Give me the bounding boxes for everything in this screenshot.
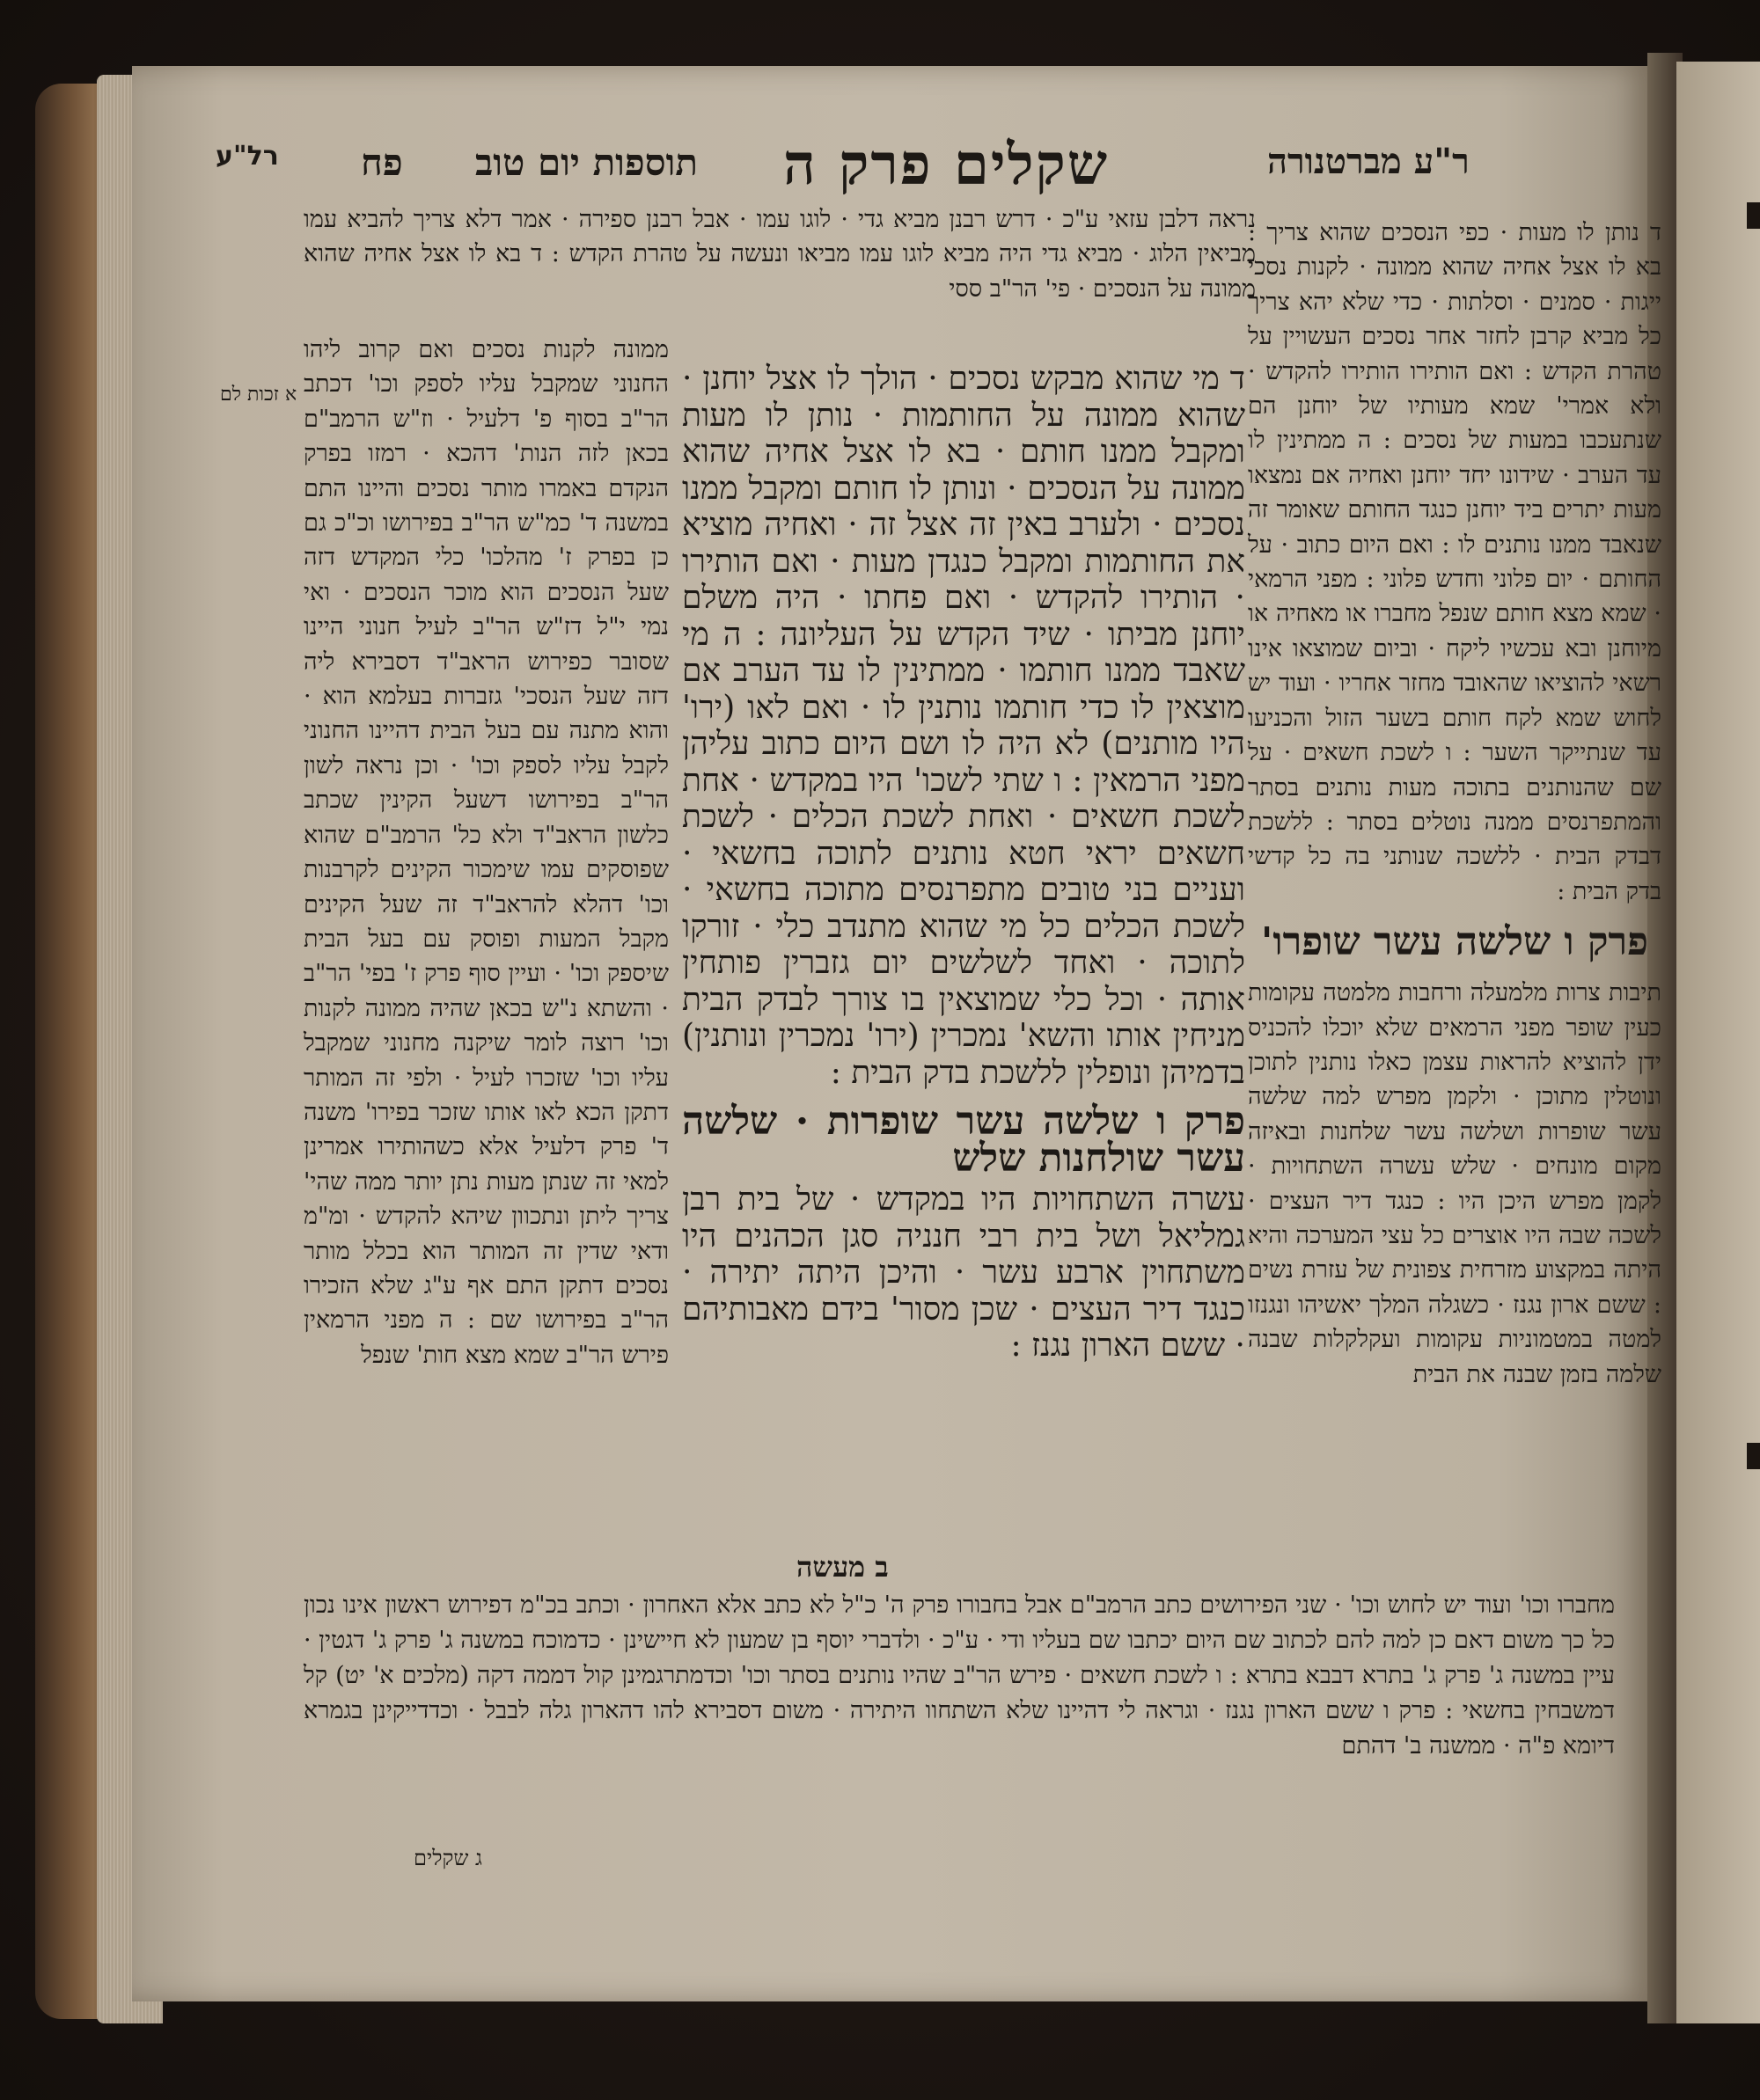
chapter-vi-heading-commentary: פרק ו שלשה עשר שופרו' bbox=[1260, 919, 1649, 965]
facing-page-edge bbox=[1676, 62, 1760, 2023]
facing-page-glyph bbox=[1747, 1443, 1760, 1469]
tosafot-commentary bbox=[304, 333, 669, 1560]
tosafot-header: תוספות יום טוב bbox=[475, 141, 699, 184]
tosafot-commentary-top bbox=[304, 202, 1256, 336]
mishnah-text-2: עשרה השתחויות היו במקדש · של בית רבן גמליאל ושל בית רבי חנניה סגן הכהנים היו משתחוין ארבע עשר · והיכן היתה יתירה · כנגד דיר העצים · שכן מסור' בידם מאבותיהם · ששם הארון נגנז : bbox=[682, 1182, 1245, 1364]
bartenura-text-2: תיבות צרות מלמעלה ורחבות מלמטה עקומות כעין שופר מפני הרמאים שלא יוכלו להכניס ידן להוציא להראות עצמן כאלו נותנין לתוכן ונוטלין מתוכן · ולקמן מפרש למה שלשה עשר שופרות ושלשה עשר שלחנות ובאיזה מקום מונחים · שלש עשרה השתחויות · לקמן מפרש היכן היו : כנגד דיר העצים · לשכה שבה היו אוצרים כל עצי המערכה והיא היתה במקצוע מזרחית צפונית של עזרת נשים : ששם ארון נגנז · כשגלה המלך יאשיהו ונגנזו למטה במטמוניות עקומות ועקלקלות שבנה שלמה בזמן שבנה את הבית bbox=[1248, 979, 1661, 1388]
facing-page-glyph bbox=[1747, 202, 1760, 229]
mishnah-text: ד מי שהוא מבקש נסכים · הולך לו אצל יוחנן · שהוא ממונה על החותמות · נותן לו מעות ומקבל ממנו חותם · בא לו אצל אחיה שהוא ממונה על הנסכים · ונותן לו חותם ומקבל ממנו נסכים · ולערב באין זה אצל זה · ואחיה מוציא את החותמות ומקבל כנגדן מעות · ואם הותירו · הותירו להקדש · ואם פחתו · היה משלם יוחנן מביתו · שיד הקדש על העליונה : ה מי שאבד ממנו חותמו · ממתינין לו עד הערב אם מוצאין לו כדי חותמו נותנין לו · ואם לאו (ירו' היו מותנים) לא היה לו ושם היום כתוב עליהן מפני הרמאין : ו שתי לשכו' היו במקדש · אחת לשכת חשאים · ואחת לשכת הכלים · לשכת חשאים יראי חטא נותנים לתוכה בחשאי · ועניים בני טובים מתפרנסים מתוכה בחשאי · לשכת הכלים כל מי שהוא מתנדב כלי · זורקו לתוכה · ואחד לשלשים יום גזברין פותחין אותה · וכל כלי שמוצאין בו צורך לבדק הבית מניחין אותו והשא' נמכרין (ירו' נמכרין ונותנין) בדמיהן ונופלין ללשכת בדק הבית : bbox=[682, 361, 1245, 1091]
bartenura-commentary bbox=[1248, 216, 1661, 1588]
bottom-commentary-text: מחברו וכו' ועוד יש לחוש וכו' · שני הפירושים כתב הרמב"ם אבל בחבורו פרק ה' כ"ל לא כתב אלא האחרון · וכתב בכ"מ דפירוש ראשון אינו נכון כל כך משום דאם כן למה להם לכתוב שם היום יכתבו שם בעליו ודי · ע"כ · ולדברי יוסף בן שמעון לא חיישינן · כדמוכח במשנה ג' פרק ג' דגטין · עיין במשנה ג' פרק ג' בתרא דבבא בתרא : ו לשכת חשאים · פירש הר"ב שהיו נותנים בסתר וכו' וכדמתרגמינן קול דממה דקה (מלכים א' יט) קל דמשבחין בחשאי : פרק ו ששם הארון נגנז · וגראה לי דהיינו שלא השתחוו היתירה · משום דסבירא להו דהארון גלה לבבל · וכדדייקינן בגמרא דיומא פ"ה · ממשנה ב' דהתם bbox=[304, 1591, 1615, 1760]
tractate-chapter-title: שקלים פרק ה bbox=[783, 132, 1110, 198]
mishnah-main-text bbox=[682, 361, 1245, 1566]
folio-marker: רל"ע bbox=[216, 141, 279, 172]
tosafot-top-text: נראה דלבן עזאי ע"כ · דרש רבנן מביא גדי · לוגו עמו · אבל רבנן ספירה · אמר דלא צריך להביא עמו מביאין הלוג · מביא גדי היה מביא לוגו עמו מביאו ונעשה על טהרת הקדש : ד בא לו אצל אחיה שהוא ממונה על הנסכים · פי' הר"ב ססי bbox=[304, 206, 1256, 303]
bottom-commentary bbox=[304, 1588, 1615, 1804]
bartenura-text: ד נותן לו מעות · כפי הנסכים שהוא צריך : בא לו אצל אחיה שהוא ממונה · לקנות נסכי ייגות · סמנים · וסלתות · כדי שלא יהא צריך כל מביא קרבן לחזר אחר נסכים העשויין על טהרת הקדש : ואם הותירו הותירו להקדש · ולא אמרי' שמא מעותיו של יוחנן הם שנתעכבו במעות של נסכים : ה ממתינין לו עד הערב · שידונו יחד יוחנן ואחיה אם נמצאו מעות יתרים ביד יוחנן כנגד החותם שאומר זה שנאבד ממנו נותנים לו : ואם היום כתוב · על החותם · יום פלוני וחדש פלוני : מפני הרמאי · שמא מצא חותם שנפל מחברו או מאחיה או מיוחנן ובא עכשיו ליקח · וביום שמוצאו אינו רשאי להוציאו שהאובד מחזר אחריו · ועוד יש לחוש שמא לקח חותם בשער הזול והכניעו עד שנתייקר השער : ו לשכת חשאים · על שם שהנותנים בתוכה מעות נותנים בסתר והמתפרנסים ממנה נוטלים בסתר : ללשכת דבדק הבית · ללשכה שנותני בה כל קדשי בדק הבית : bbox=[1248, 219, 1661, 905]
commentator-header: ר"ע מברטנורה bbox=[1267, 141, 1470, 182]
chapter-vi-heading: פרק ו שלשה עשר שופרות · שלשה עשר שולחנות שלש bbox=[682, 1099, 1245, 1181]
signature-mark: ג שקלים bbox=[414, 1846, 482, 1870]
tosafot-text: ממונה לקנות נסכים ואם קרוב ליהו החנוני שמקבל עליו לספק וכו' דכתב הר"ב בסוף פ' דלעיל · וז"ש הרמב"ם בכאן לזה הנות' דהכא · רמזו בפרק הנקדם באמרו מותר נסכים והיינו התם במשנה ד' כמ"ש הר"ב בפירושו וכ"כ גם כן בפרק ז' מהלכו' כלי המקדש דזה שעל הנסכים הוא מוכר הנסכים · ואי נמי י"ל דז"ש הר"ב לעיל חנוני היינו שסובר כפירוש הראב"ד דסבירא ליה דזה שעל הנסכי' גזברות בעלמא הוא · והוא מתנה עם בעל הבית דהיינו החנוני לקבל עליו לספק וכו' · וכן נראה לשון הר"ב בפירושו דשעל הקינין שכתב כלשון הראב"ד ולא כל' הרמב"ם שהוא שפוסקים עמו שימכור הקינים לקרבנות וכו' דהלא להראב"ד זה שעל הקינים מקבל המעות ופוסק עם בעל הבית שיספק וכו' · ועיין סוף פרק ז' בפי' הר"ב · והשתא נ"ש בכאן שהיה ממונה לקנות וכו' רוצה לומר שיקנה מחנוני שמקבל עליו וכו' שזכרו לעיל · ולפי זה המותר דתקן הכא לאו אותו שזכר בפירו' משנה ד' פרק דלעיל אלא כשהותירו אמרינן למאי זה שנתן מעות נתן יותר ממה שהי' צריך ליתן ונתכוון שיהא להקדש · ומ"מ ודאי שדין זה המותר הוא בכלל מותר נסכים דתקן התם אף ע"ג שלא הזכירו הר"ב בפירושו שם : ה מפני הרמאין פירש הר"ב שמא מצא חות' שנפל bbox=[304, 336, 669, 1369]
catch-word: ב מעשה bbox=[796, 1550, 889, 1584]
page-number: פח bbox=[361, 141, 403, 184]
margin-note: א זכות לם bbox=[220, 384, 297, 406]
